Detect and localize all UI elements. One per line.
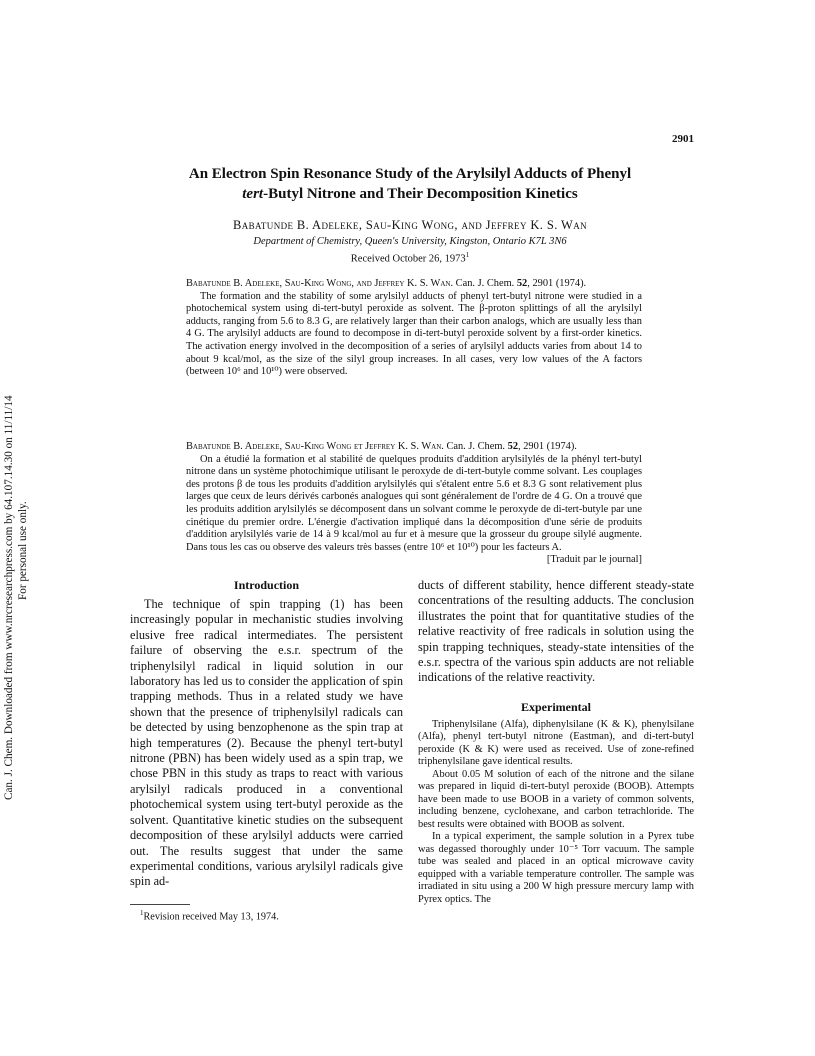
abstract-french (186, 441, 642, 567)
abstract-en-text: The formation and the stability of some arylsilyl adducts of phenyl tert-butyl nitrone were studied in a photochemical system using di-tert-butyl peroxide as solvent. The β-proton splittings of all the arylsilyl adducts, ranging from 5.6 to 8.3 G, are relatively larger than their carbon analogs, which are usually less than 4 G. The arylsilyl adducts are found to decompose in di-tert-butyl peroxide solvent by a first-order kinetics. The activation energy involved in the decomposition of a series of arylsilyl adducts varies from about 14 to about 9 kcal/mol, as the size of the silyl group increases. In all cases, very low values of the A factors (between 10⁶ and 10¹⁰) were observed. (186, 290, 642, 378)
article-title (130, 164, 690, 204)
experimental-paragraph-3: In a typical experiment, the sample solution in a Pyrex tube was degassed thoroughly under 10⁻⁵ Torr vacuum. The sample tube was sealed and placed in an optical microwave cavity equipped with a variable temperature controller. The sample was irradiated in situ using a 200 W high pressure mercury lamp with Pyrex optics. The (418, 831, 694, 905)
introduction-continued: ducts of different stability, hence different steady-state concentrations of the resulting adducts. The conclusion illustrates the point that for quantitative studies of the relative reactivity of free radicals in solution using the spin trapping techniques, steady-state intensities of the e.s.r. spectra of the various spin adducts are not reliable indications of the relative reactivity. (418, 578, 694, 685)
footnote (140, 909, 279, 922)
abstract-fr-citation-pages: , 2901 (1974). (518, 441, 577, 452)
experimental-paragraph-1: Triphenylsilane (Alfa), diphenylsilane (K & K), phenylsilane (Alfa), phenyl tert-butyl nitrone (Eastman), and di-tert-butyl peroxide (K & K) were used as received. Use of zone-refined triphenylsilane gave identical results. (418, 718, 694, 768)
abstract-fr-citation (186, 441, 642, 454)
abstract-fr-citation-volume: 52 (507, 441, 519, 452)
abstract-fr-citation-journal: Can. J. Chem. (443, 441, 508, 452)
watermark-line-1: Can. J. Chem. Downloaded from www.nrcresearchpress.com by 64.107.14.30 on 11/11/14 (3, 395, 15, 800)
received-date (130, 251, 690, 265)
left-column (130, 578, 403, 890)
title-line-1: An Electron Spin Resonance Study of the Arylsilyl Adducts of Phenyl (188, 166, 632, 182)
footnote-mark: 1 (140, 909, 144, 917)
watermark-line-2: For personal use only. (17, 501, 29, 600)
abstract-english (186, 278, 642, 379)
abstract-en-citation-names: Babatunde B. Adeleke, Sau-King Wong, and Jeffrey K. S. Wan. (186, 278, 454, 289)
experimental-paragraph-2: About 0.05 M solution of each of the nitrone and the silane was prepared in liquid di-tert-butyl peroxide (BOOB). Attempts have been made to use BOOB in a variety of common solvents, including benzene, cyclohexane, and carbon tetrachloride. The best results were obtained with BOOB as solvent. (418, 768, 694, 830)
introduction-paragraph: The technique of spin trapping (1) has been increasingly popular in mechanistic studies involving elusive free radical intermediates. The persistent failure of observing the e.s.r. spectrum of the triphenylsilyl radical in liquid solution in our laboratory has led us to consider the application of spin trapping methods. Thus in a related study we have shown that the presence of triphenylsilyl radicals can be detected by using benzophenone as the spin trap at high temperatures (2). Because the phenyl tert-butyl nitrone (PBN) has been widely used as a spin trap, we chose PBN in this study as traps to react with various arylsilyl radicals produced in a conventional photochemical system using tert-butyl peroxide as the solvent. Quantitative kinetic studies on the subsequent decomposition of these arylsilyl adducts were carried out. The results suggest that under the same experimental conditions, various arylsilyl radicals give spin ad- (130, 597, 403, 889)
abstract-en-citation-journal: Can. J. Chem. (453, 278, 517, 289)
experimental-heading: Experimental (521, 699, 591, 714)
author-list: Babatunde B. Adeleke, Sau-King Wong, and Jeffrey K. S. Wan (232, 218, 588, 232)
download-watermark (2, 260, 36, 800)
title-line-2-rest: -Butyl Nitrone and Their Decomposition Kinetics (263, 186, 578, 202)
abstract-en-citation-volume: 52 (516, 278, 528, 289)
abstract-fr-citation-names: Babatunde B. Adeleke, Sau-King Wong et Jeffrey K. S. Wan. (186, 441, 444, 452)
abstract-en-citation-pages: , 2901 (1974). (527, 278, 587, 289)
received-text: Received October 26, 1973 (350, 253, 466, 265)
translator-note: [Traduit par le journal] (546, 554, 642, 566)
abstract-en-citation (186, 278, 642, 291)
footnote-text: Revision received May 13, 1974. (143, 911, 279, 923)
introduction-heading: Introduction (233, 578, 300, 592)
right-column (418, 578, 694, 906)
abstract-fr-text: On a étudié la formation et al stabilité de quelques produits d'addition arylsilylés de la phényl tert-butyl nitrone dans un système photochimique utilisant le peroxyde de di-tert-butyle comme solvant. Les couplages des protons β de tous les produits d'addition arylsilylés qui s'étalent entre 5.6 et 8.3 G sont relativement plus larges que ceux de leurs dérivés carbonés analogues qui sont généralement de l'ordre de 4 G. On a trouvé que les produits addition arylsilylés se décomposent dans un solvant comme le peroxyde de di-tert-butyle par une cinétique du premier ordre. L'énergie d'activation impliqué dans la décomposition d'une série de produits d'addition arylsilylés varie de 14 à 9 kcal/mol au fur et à mesure que la grosseur du groupe silylé augmente. Dans tous les cas ou observe des valeurs très basses (entre 10⁶ et 10¹⁰) pour les facteurs A. (186, 453, 642, 553)
footnote-divider (130, 904, 190, 905)
title-italic-word: tert (242, 186, 264, 202)
page-number: 2901 (672, 133, 694, 145)
affiliation: Department of Chemistry, Queen's University, Kingston, Ontario K7L 3N6 (253, 236, 567, 247)
received-footnote-mark: 1 (465, 251, 470, 259)
title-line-2 (130, 184, 690, 204)
